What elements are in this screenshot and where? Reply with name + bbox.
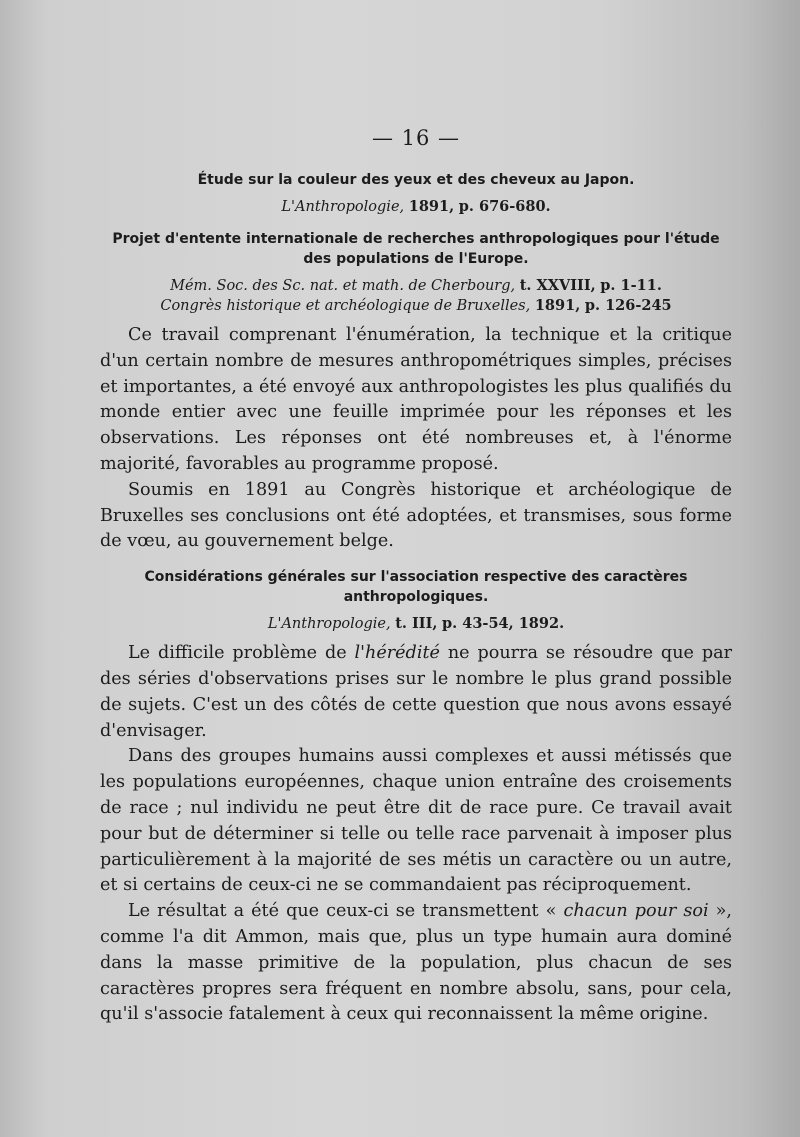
reference-line <box>100 296 732 316</box>
section-title-japon: Étude sur la couleur des yeux et des cheveux au Japon. <box>197 172 635 188</box>
section-title-line: Projet d'entente internationale de recherches anthropologiques pour l'étude <box>112 231 720 247</box>
paragraph-text: », comme l'a dit Ammon, mais que, plus un type humain aura dominé dans la masse primitive de la population, plus chacun de ses caractères propres sera fréquent en nombre absolu, sans, pour cela, qu'il s'associe fatalement à ceux qui reconnaissent la même origine. <box>100 901 732 1025</box>
reference-journal: Mém. Soc. des Sc. nat. et math. de Cherbourg, <box>170 278 516 294</box>
body-paragraph: Soumis en 1891 au Congrès historique et archéologique de Bruxelles ses conclusions ont été adoptées, et transmises, sous forme de vœu, au gouvernement belge. <box>100 479 732 552</box>
body-paragraph: Dans des groupes humains aussi complexes et aussi métissés que les populations européennes, chaque union entraîne des croisements de race ; nul individu ne peut être dit de race pure. Ce travail avait pour but de déterminer si telle ou telle race parvenait à imposer plus particulièrement à la majorité de ses métis un caractère ou un autre, et si certains de ceux-ci ne se commandaient pas réciproquement. <box>100 746 732 896</box>
reference-journal: Congrès historique et archéologique de Bruxelles, <box>160 298 531 314</box>
paragraph-text: Le difficile problème de <box>128 643 355 664</box>
section-title-line: Considérations générales sur l'association respective des caractères <box>144 569 688 586</box>
reference-pages: p. 43-54, 1892. <box>442 615 565 633</box>
section-title-projet <box>100 229 732 269</box>
paragraph-text: ne pourra se résoudre que par des séries d'observations prises sur le nombre le plus grand possible de sujets. C'est un des côtés de cette question que nous avons essayé d'envisager. <box>100 643 732 741</box>
italic-term: l'hérédité <box>354 643 440 664</box>
body-paragraph <box>100 899 732 1028</box>
reference-volume: t. III, <box>395 615 438 633</box>
reference-volume: 1891, <box>408 198 455 215</box>
reference-volume: t. XXVIII, <box>519 277 596 294</box>
reference-pages: p. 676-680. <box>458 198 551 215</box>
italic-quote: chacun pour soi <box>563 901 709 922</box>
reference-journal: L'Anthropologie, <box>267 616 391 633</box>
reference-line <box>100 197 732 217</box>
body-paragraph <box>100 641 732 744</box>
page-number: — 16 — <box>371 126 461 150</box>
reference-volume: 1891, <box>534 297 581 314</box>
reference-pages: p. 126-245 <box>584 297 672 314</box>
document-page <box>100 118 732 1028</box>
reference-pages: p. 1-11. <box>600 277 662 294</box>
section-title-line: anthropologiques. <box>343 589 489 606</box>
paragraph-text: Le résultat a été que ceux-ci se transmettent « <box>128 901 564 922</box>
reference-line <box>100 276 732 296</box>
reference-journal: L'Anthropologie, <box>281 199 405 215</box>
section-title-considerations <box>100 567 732 607</box>
reference-line <box>100 614 732 634</box>
section-title-line: des populations de l'Europe. <box>303 251 529 267</box>
body-paragraph: Ce travail comprenant l'énumération, la technique et la critique d'un certain nombre de mesures anthropométriques simples, précises et importantes, a été envoyé aux anthropologistes les plus qualifiés du monde entier avec une feuille imprimée pour les réponses et les observations. Les réponses ont été nombreuses et, à l'énorme majorité, favorables au programme proposé. <box>100 325 732 474</box>
